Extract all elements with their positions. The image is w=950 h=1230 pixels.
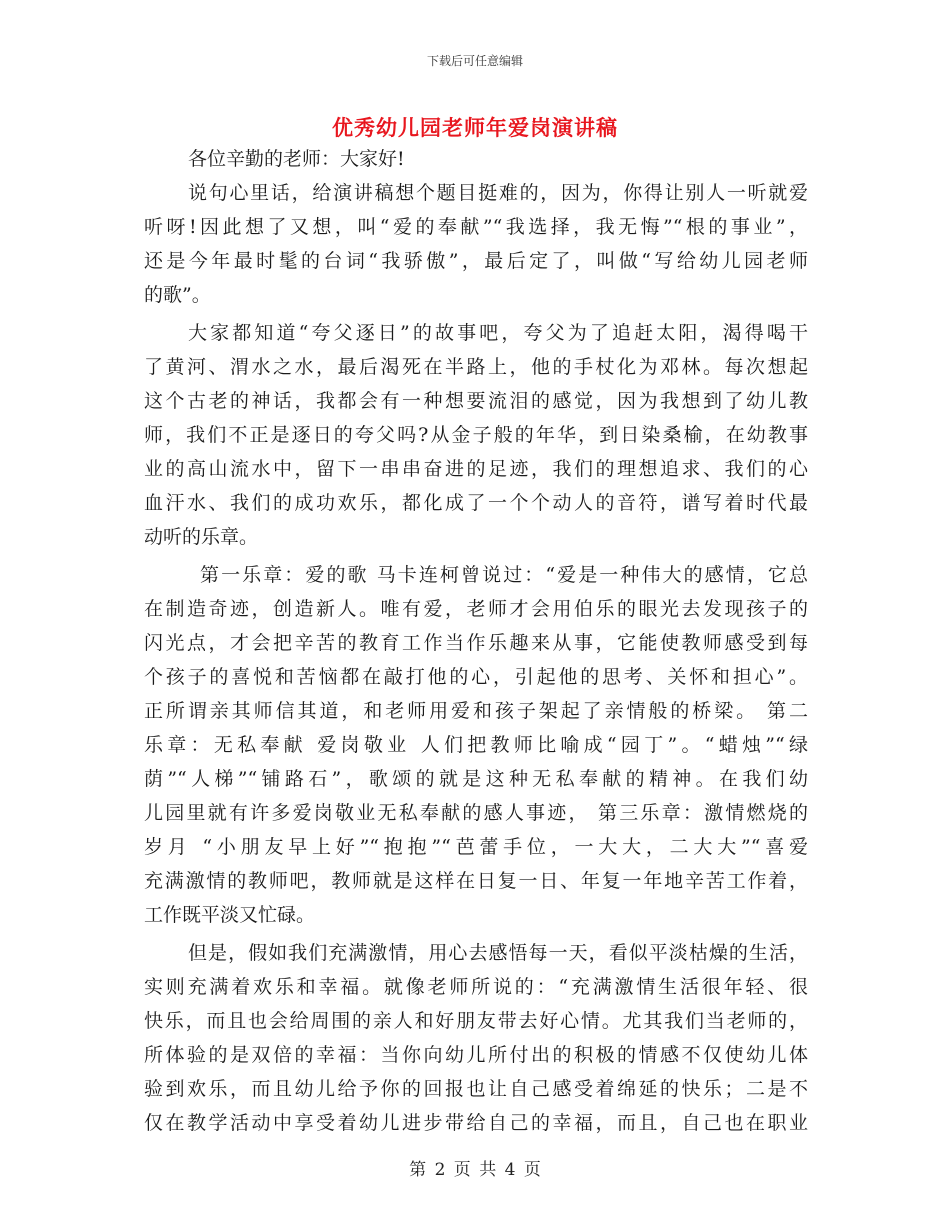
text-line: 说句心里话，给演讲稿想个题目挺难的，因为，你得让别人一听就爱	[188, 182, 808, 204]
text-line: 快乐，而且也会给周围的亲人和好朋友带去好心情。尤其我们当老师的，	[144, 1010, 808, 1032]
text-line: 大家都知道“夸父逐日”的故事吧，夸父为了追赶太阳，渴得喝干	[188, 322, 808, 344]
text-line: 在制造奇迹，创造新人。唯有爱，老师才会用伯乐的眼光去发现孩子的	[144, 598, 808, 620]
page-header-note: 下载后可任意编辑	[426, 54, 523, 68]
text-line: 充满激情的教师吧，教师就是这样在日复一日、年复一年地辛苦工作着，	[144, 870, 808, 892]
text-line: 血汗水、我们的成功欢乐，都化成了一个个动人的音符，谱写着时代最	[144, 492, 808, 514]
text-line: 正所谓亲其师信其道，和老师用爱和孩子架起了亲情般的桥梁。 第二	[144, 700, 808, 722]
text-line: 业的高山流水中，留下一串串奋进的足迹，我们的理想追求、我们的心	[144, 458, 808, 480]
text-line: 这个古老的神话，我都会有一种想要流泪的感觉，因为我想到了幼儿教	[144, 390, 808, 412]
text-line: 儿园里就有许多爱岗敬业无私奉献的感人事迹， 第三乐章：激情燃烧的	[144, 802, 808, 824]
text-line: 荫”“人梯”“铺路石”，歌颂的就是这种无私奉献的精神。在我们幼	[144, 768, 808, 790]
page-number-footer: 第 2 页 共 4 页	[409, 1160, 541, 1180]
text-line: 实则充满着欢乐和幸福。就像老师所说的：“充满激情生活很年轻、很	[144, 976, 808, 998]
text-line: 但是，假如我们充满激情，用心去感悟每一天，看似平淡枯燥的生活，	[188, 942, 808, 964]
document-title: 优秀幼儿园老师年爱岗演讲稿	[332, 116, 618, 140]
text-line: 师，我们不正是逐日的夸父吗?从金子般的年华，到日染桑榆，在幼教事	[144, 424, 808, 446]
text-line: 了黄河、渭水之水，最后渴死在半路上，他的手杖化为邓林。每次想起	[144, 356, 808, 378]
text-line: 所体验的是双倍的幸福：当你向幼儿所付出的积极的情感不仅使幼儿体	[144, 1044, 808, 1066]
text-line: 验到欢乐，而且幼儿给予你的回报也让自己感受着绵延的快乐；二是不	[144, 1078, 808, 1100]
text-line: 乐章：无私奉献 爱岗敬业 人们把教师比喻成“园丁”。“蜡烛”“绿	[144, 734, 808, 756]
text-line: 工作既平淡又忙碌。	[144, 904, 316, 926]
text-line: 岁月 “小朋友早上好”“抱抱”“芭蕾手位，一大大，二大大”“喜爱	[144, 836, 808, 858]
text-line: 各位辛勤的老师：大家好!	[188, 148, 405, 170]
text-line: 听呀!因此想了又想，叫“爱的奉献”“我选择，我无悔”“根的事业”，	[144, 216, 808, 238]
text-line: 闪光点，才会把辛苦的教育工作当作乐趣来从事，它能使教师感受到每	[144, 632, 808, 654]
text-line: 的歌”。	[144, 284, 211, 306]
text-line: 个孩子的喜悦和苦恼都在敲打他的心，引起他的思考、关怀和担心”。	[144, 666, 808, 688]
text-line: 第一乐章：爱的歌 马卡连柯曾说过：“爱是一种伟大的感情，它总	[200, 564, 808, 586]
text-line: 仅在教学活动中享受着幼儿进步带给自己的幸福，而且，自己也在职业	[144, 1112, 808, 1134]
text-line: 动听的乐章。	[144, 526, 259, 548]
text-line: 还是今年最时髦的台词“我骄傲”，最后定了，叫做“写给幼儿园老师	[144, 250, 808, 272]
